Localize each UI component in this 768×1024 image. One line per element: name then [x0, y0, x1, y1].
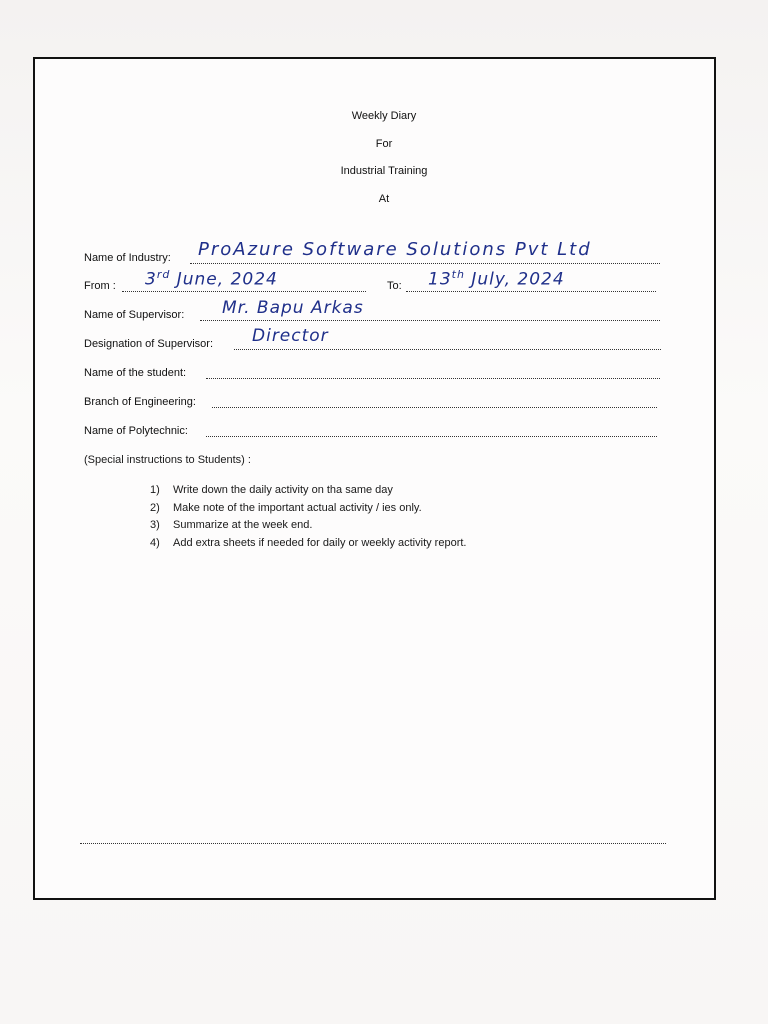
instruction-item	[150, 500, 466, 518]
from-day: 3	[145, 269, 157, 290]
student-dotted-line	[206, 378, 660, 379]
instruction-number: 3)	[150, 519, 160, 531]
instruction-text: Make note of the important actual activity / ies only.	[173, 501, 422, 514]
instruction-number: 2)	[150, 501, 160, 514]
supervisor-handwritten-value: Mr. Bapu Arkas	[222, 298, 364, 318]
instruction-text: Write down the daily activity on tha same day	[173, 484, 393, 496]
instruction-number: 4)	[150, 536, 160, 549]
instruction-item	[150, 535, 466, 553]
signature-dotted-line	[80, 843, 666, 844]
from-dotted-line	[122, 291, 366, 292]
title-industrial-training: Industrial Training	[340, 165, 428, 177]
title-at: At	[378, 193, 390, 205]
designation-handwritten-value: Director	[252, 326, 329, 346]
polytechnic-label: Name of Polytechnic:	[84, 425, 188, 437]
supervisor-dotted-line	[200, 320, 660, 321]
to-dotted-line	[406, 291, 656, 292]
to-day: 13	[428, 269, 452, 290]
instruction-item	[150, 482, 466, 500]
designation-dotted-line	[234, 349, 661, 350]
from-label: From :	[84, 280, 116, 292]
from-handwritten-value	[145, 268, 278, 290]
from-day-suffix: rd	[156, 268, 171, 281]
to-day-suffix: th	[451, 268, 465, 281]
instruction-item	[150, 517, 466, 535]
instruction-text: Add extra sheets if needed for daily or weekly activity report.	[173, 536, 467, 549]
polytechnic-dotted-line	[206, 436, 657, 437]
to-month-year: July, 2024	[464, 269, 565, 290]
supervisor-label: Name of Supervisor:	[84, 309, 185, 321]
to-handwritten-value	[428, 268, 565, 290]
page-border	[33, 57, 716, 900]
branch-label: Branch of Engineering:	[84, 396, 196, 408]
title-weekly-diary: Weekly Diary	[351, 110, 417, 122]
industry-handwritten-value: ProAzure Software Solutions Pvt Ltd	[198, 239, 592, 260]
instructions-heading: (Special instructions to Students) :	[84, 454, 251, 466]
title-for: For	[375, 138, 393, 150]
designation-label: Designation of Supervisor:	[84, 338, 214, 350]
to-label: To:	[387, 280, 402, 292]
industry-dotted-line	[190, 263, 660, 264]
student-label: Name of the student:	[84, 367, 187, 379]
instruction-number: 1)	[150, 484, 160, 496]
from-month-year: June, 2024	[170, 269, 278, 290]
instruction-text: Summarize at the week end.	[173, 519, 313, 531]
industry-label: Name of Industry:	[84, 252, 171, 264]
instructions-list	[150, 482, 466, 552]
branch-dotted-line	[212, 407, 657, 408]
